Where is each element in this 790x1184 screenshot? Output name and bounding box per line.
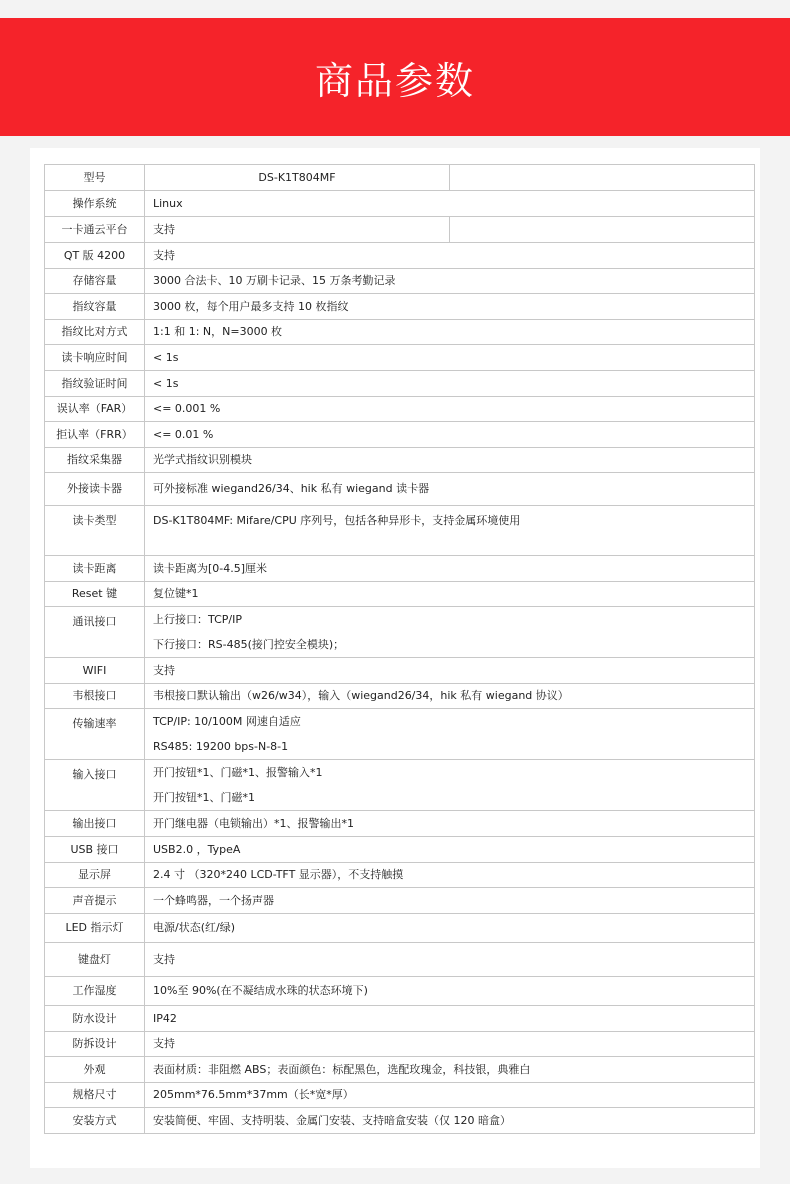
table-row <box>45 191 755 217</box>
table-row <box>45 760 755 811</box>
spec-value: 1:1 和 1: N，N=3000 枚 <box>145 320 755 345</box>
spec-value: 10%至 90%(在不凝结成水珠的状态环境下) <box>145 977 755 1006</box>
spec-label: 声音提示 <box>45 888 145 914</box>
table-row <box>45 943 755 977</box>
spec-label: LED 指示灯 <box>45 914 145 943</box>
spec-value <box>145 709 755 760</box>
table-row <box>45 709 755 760</box>
spec-value: < 1s <box>145 371 755 397</box>
spec-label: 操作系统 <box>45 191 145 217</box>
spec-value: 读卡距离为[0-4.5]厘米 <box>145 556 755 582</box>
spec-value: 支持 <box>145 658 755 684</box>
table-row <box>45 684 755 709</box>
empty-cell <box>450 165 755 191</box>
table-row <box>45 506 755 556</box>
table-row <box>45 863 755 888</box>
spec-table <box>44 164 755 1134</box>
spec-value: 光学式指纹识别模块 <box>145 448 755 473</box>
spec-value-line: 开门按钮*1、门磁*1 <box>153 791 255 804</box>
spec-label: Reset 键 <box>45 582 145 607</box>
spec-label: 显示屏 <box>45 863 145 888</box>
spec-label: 输入接口 <box>45 760 145 811</box>
spec-value: <= 0.01 % <box>145 422 755 448</box>
spec-label: 传输速率 <box>45 709 145 760</box>
spec-value: 复位键*1 <box>145 582 755 607</box>
spec-label: WIFI <box>45 658 145 684</box>
spec-label: 误认率（FAR） <box>45 397 145 422</box>
spec-value: 可外接标准 wiegand26/34、hik 私有 wiegand 读卡器 <box>145 473 755 506</box>
spec-label: 外接读卡器 <box>45 473 145 506</box>
spec-value: 支持 <box>145 1032 755 1057</box>
spec-value: DS-K1T804MF <box>145 165 450 191</box>
spec-value-line: TCP/IP: 10/100M 网速自适应 <box>153 715 301 728</box>
spec-value-line: 上行接口：TCP/IP <box>153 613 242 626</box>
table-row <box>45 422 755 448</box>
spec-value: 韦根接口默认输出（w26/w34），输入（wiegand26/34，hik 私有 wiegand 协议） <box>145 684 755 709</box>
table-row <box>45 397 755 422</box>
page-title: 商品参数 <box>314 58 475 103</box>
spec-label: 拒认率（FRR） <box>45 422 145 448</box>
table-row <box>45 1108 755 1134</box>
spec-label: 通讯接口 <box>45 607 145 658</box>
spec-value: USB2.0 ，TypeA <box>145 837 755 863</box>
spec-label: 指纹比对方式 <box>45 320 145 345</box>
spec-label: 指纹容量 <box>45 294 145 320</box>
spec-label: 工作湿度 <box>45 977 145 1006</box>
table-row <box>45 269 755 294</box>
table-row <box>45 914 755 943</box>
spec-label: 读卡响应时间 <box>45 345 145 371</box>
table-row <box>45 1083 755 1108</box>
table-row <box>45 977 755 1006</box>
spec-label: 安装方式 <box>45 1108 145 1134</box>
table-row <box>45 448 755 473</box>
spec-value: 开门继电器（电锁输出）*1、报警输出*1 <box>145 811 755 837</box>
spec-value: IP42 <box>145 1006 755 1032</box>
header-banner <box>0 18 790 136</box>
spec-value-line: 开门按钮*1、门磁*1、报警输入*1 <box>153 766 323 779</box>
spec-label: 一卡通云平台 <box>45 217 145 243</box>
spec-value <box>145 760 755 811</box>
spec-value: 205mm*76.5mm*37mm（长*宽*厚） <box>145 1083 755 1108</box>
table-row <box>45 582 755 607</box>
spec-label: 防水设计 <box>45 1006 145 1032</box>
spec-label: USB 接口 <box>45 837 145 863</box>
table-row <box>45 165 755 191</box>
spec-label: 指纹验证时间 <box>45 371 145 397</box>
table-row <box>45 1006 755 1032</box>
spec-value: < 1s <box>145 345 755 371</box>
table-row <box>45 217 755 243</box>
spec-value: Linux <box>145 191 755 217</box>
spec-value-line: RS485: 19200 bps-N-8-1 <box>153 740 289 753</box>
table-row <box>45 1057 755 1083</box>
spec-value: 3000 合法卡、10 万刷卡记录、15 万条考勤记录 <box>145 269 755 294</box>
spec-label: 指纹采集器 <box>45 448 145 473</box>
empty-cell <box>450 217 755 243</box>
table-row <box>45 888 755 914</box>
spec-label: 外观 <box>45 1057 145 1083</box>
spec-value: 安装简便、牢固、支持明装、金属门安装、支持暗盒安装（仅 120 暗盒） <box>145 1108 755 1134</box>
spec-value: DS-K1T804MF: Mifare/CPU 序列号，包括各种异形卡，支持金属环境使用 <box>145 506 755 556</box>
table-row <box>45 1032 755 1057</box>
table-row <box>45 837 755 863</box>
spec-label: 规格尺寸 <box>45 1083 145 1108</box>
spec-label: 输出接口 <box>45 811 145 837</box>
spec-value: 3000 枚，每个用户最多支持 10 枚指纹 <box>145 294 755 320</box>
spec-value: 一个蜂鸣器，一个扬声器 <box>145 888 755 914</box>
table-row <box>45 473 755 506</box>
table-row <box>45 811 755 837</box>
spec-value <box>145 607 755 658</box>
table-row <box>45 320 755 345</box>
spec-label: 型号 <box>45 165 145 191</box>
table-row <box>45 556 755 582</box>
spec-label: 防拆设计 <box>45 1032 145 1057</box>
spec-value: 支持 <box>145 243 755 269</box>
spec-value: 2.4 寸 （320*240 LCD-TFT 显示器），不支持触摸 <box>145 863 755 888</box>
spec-label: QT 版 4200 <box>45 243 145 269</box>
spec-value: 表面材质：非阻燃 ABS；表面颜色：标配黑色，选配玫瑰金，科技银，典雅白 <box>145 1057 755 1083</box>
spec-label: 键盘灯 <box>45 943 145 977</box>
table-row <box>45 371 755 397</box>
spec-label: 韦根接口 <box>45 684 145 709</box>
spec-label: 读卡类型 <box>45 506 145 556</box>
spec-value: <= 0.001 % <box>145 397 755 422</box>
table-row <box>45 294 755 320</box>
spec-value: 支持 <box>145 217 450 243</box>
table-row <box>45 243 755 269</box>
table-row <box>45 607 755 658</box>
table-row <box>45 658 755 684</box>
spec-value: 电源/状态(红/绿) <box>145 914 755 943</box>
spec-label: 存储容量 <box>45 269 145 294</box>
spec-value-line: 下行接口：RS-485(接门控安全模块)； <box>153 638 345 651</box>
spec-label: 读卡距离 <box>45 556 145 582</box>
table-row <box>45 345 755 371</box>
spec-value: 支持 <box>145 943 755 977</box>
